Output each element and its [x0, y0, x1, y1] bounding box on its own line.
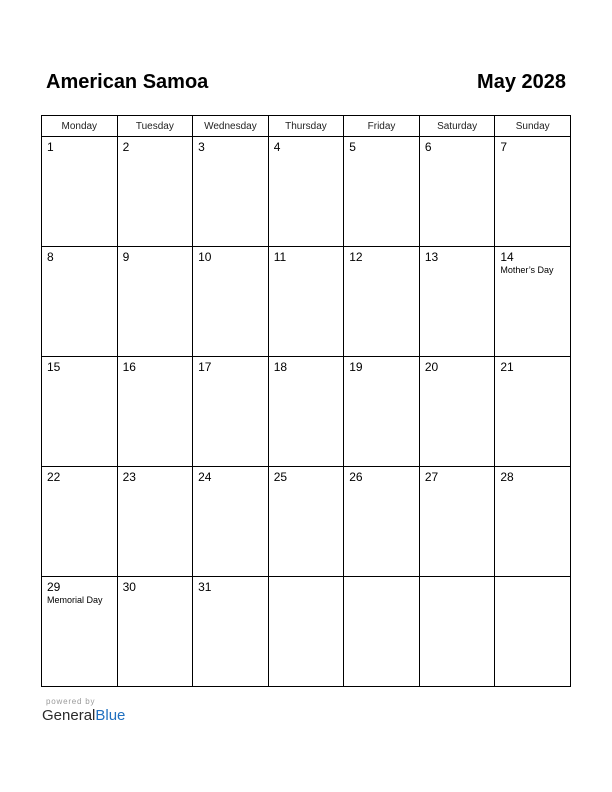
day-cell	[419, 247, 495, 357]
day-cell	[193, 137, 269, 247]
day-cell	[268, 247, 344, 357]
day-cell	[419, 137, 495, 247]
day-number: 19	[349, 360, 363, 374]
day-number: 5	[349, 140, 356, 154]
week-row	[42, 137, 571, 247]
day-number: 8	[47, 250, 54, 264]
footer-branding	[42, 697, 125, 724]
day-number: 1	[47, 140, 54, 154]
day-cell	[117, 247, 193, 357]
day-number: 10	[198, 250, 212, 264]
calendar-grid	[41, 115, 571, 687]
day-number: 14	[500, 250, 514, 264]
day-cell	[42, 357, 118, 467]
day-number: 28	[500, 470, 514, 484]
day-cell	[117, 137, 193, 247]
day-cell	[117, 577, 193, 687]
day-number: 30	[122, 580, 136, 594]
day-number: 11	[273, 250, 287, 264]
day-number: 18	[273, 360, 288, 374]
day-number: 9	[122, 250, 130, 264]
day-cell	[117, 467, 193, 577]
day-cell	[344, 577, 420, 687]
day-cell	[344, 247, 420, 357]
day-number: 20	[424, 360, 439, 374]
day-number: 4	[273, 140, 281, 154]
day-cell	[495, 577, 571, 687]
weekday-header: Saturday	[419, 116, 495, 137]
day-cell	[193, 467, 269, 577]
day-cell	[42, 467, 118, 577]
calendar-month-title: May 2028	[477, 71, 566, 93]
day-number: 22	[47, 470, 61, 484]
day-number: 25	[273, 470, 288, 484]
day-cell	[495, 467, 571, 577]
weekday-header: Friday	[344, 116, 420, 137]
powered-by-label: powered by	[46, 697, 96, 706]
day-number: 21	[500, 360, 514, 374]
weekday-header: Wednesday	[193, 116, 269, 137]
day-number: 15	[47, 360, 61, 374]
day-number: 26	[349, 470, 363, 484]
holiday-label: Mother’s Day	[500, 265, 554, 275]
day-cell	[268, 137, 344, 247]
week-row	[42, 467, 571, 577]
day-number: 7	[500, 140, 508, 154]
day-number: 17	[198, 360, 212, 374]
day-cell	[193, 247, 269, 357]
day-number: 3	[198, 140, 205, 154]
day-number: 27	[424, 470, 439, 484]
generalblue-logo[interactable]	[42, 707, 125, 724]
day-cell	[268, 577, 344, 687]
day-cell	[344, 467, 420, 577]
day-number: 23	[122, 470, 136, 484]
holiday-label: Memorial Day	[47, 595, 103, 605]
day-number: 16	[122, 360, 136, 374]
brand-general-text: General	[42, 707, 96, 724]
day-cell	[419, 577, 495, 687]
day-number: 29	[47, 580, 61, 594]
day-number: 6	[424, 140, 432, 154]
day-cell	[344, 137, 420, 247]
day-cell	[495, 137, 571, 247]
day-cell	[42, 137, 118, 247]
day-number: 2	[122, 140, 130, 154]
calendar-country-title: American Samoa	[46, 71, 209, 93]
weekday-header: Thursday	[268, 116, 344, 137]
day-cell	[268, 467, 344, 577]
day-cell	[495, 247, 571, 357]
day-number: 12	[349, 250, 363, 264]
day-cell	[495, 357, 571, 467]
week-row	[42, 357, 571, 467]
day-number: 31	[198, 580, 212, 594]
week-row	[42, 577, 571, 687]
day-cell	[193, 357, 269, 467]
day-number: 24	[198, 470, 212, 484]
day-number: 13	[424, 250, 439, 264]
brand-blue-text: Blue	[95, 707, 126, 724]
day-cell	[419, 357, 495, 467]
day-cell	[344, 357, 420, 467]
day-cell	[419, 467, 495, 577]
week-row	[42, 247, 571, 357]
day-cell	[268, 357, 344, 467]
day-cell	[42, 577, 118, 687]
weekday-header: Monday	[42, 116, 118, 137]
weekday-header: Sunday	[495, 116, 571, 137]
weekday-header: Tuesday	[117, 116, 193, 137]
weekday-header-row	[42, 116, 571, 137]
day-cell	[117, 357, 193, 467]
day-cell	[193, 577, 269, 687]
day-cell	[42, 247, 118, 357]
